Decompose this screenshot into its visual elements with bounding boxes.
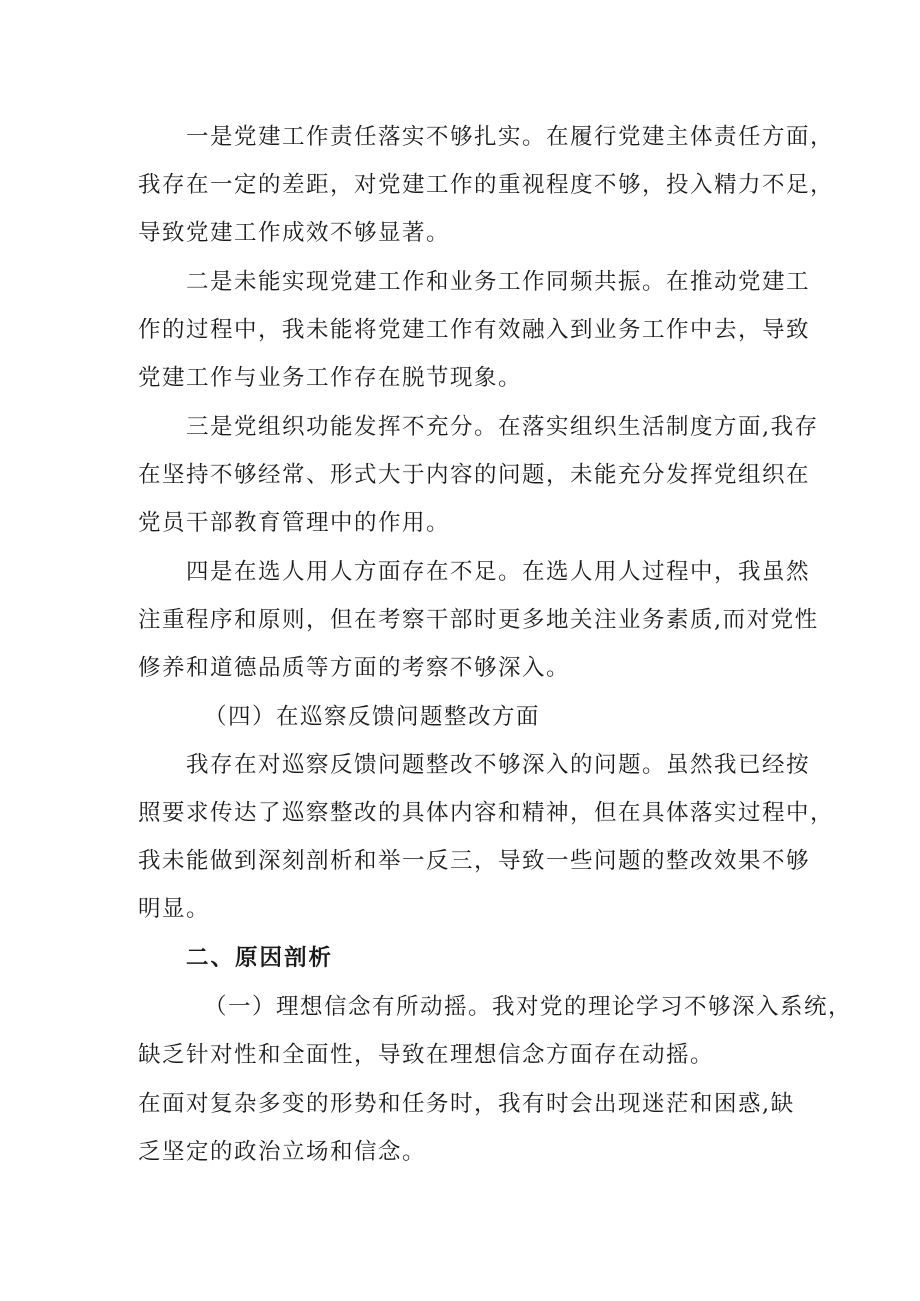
paragraph-5-line-4: 明显。 [138, 896, 211, 922]
paragraph-2-line-2: 作的过程中，我未能将党建工作有效融入到业务工作中去，导致 [138, 317, 811, 343]
paragraph-1-line-2: 我存在一定的差距，对党建工作的重视程度不够，投入精力不足， [138, 172, 835, 198]
paragraph-2-line-1: 二是未能实现党建工作和业务工作同频共振。在推动党建工 [186, 269, 811, 295]
paragraph-6-line-2: 缺乏针对性和全面性，导致在理想信念方面存在动摇。 [138, 1042, 715, 1068]
paragraph-6-line-3: 在面对复杂多变的形势和任务时，我有时会出现迷茫和困惑,缺 [138, 1091, 795, 1117]
paragraph-6-line-4: 乏坚定的政治立场和信念。 [138, 1139, 427, 1165]
paragraph-1-line-3: 导致党建工作成效不够显著。 [138, 220, 451, 246]
paragraph-3-line-1: 三是党组织功能发挥不充分。在落实组织生活制度方面,我存 [186, 414, 819, 440]
paragraph-4-line-1: 四是在选人用人方面存在不足。在选人用人过程中，我虽然 [186, 559, 811, 585]
paragraph-5-line-2: 照要求传达了巡察整改的具体内容和精神，但在具体落实过程中， [138, 800, 835, 826]
paragraph-4-line-2: 注重程序和原则，但在考察干部时更多地关注业务素质,而对党性 [138, 607, 819, 633]
subheading-inspection-rectification: （四）在巡察反馈问题整改方面 [204, 704, 541, 730]
paragraph-2-line-3: 党建工作与业务工作存在脱节现象。 [138, 365, 523, 391]
paragraph-3-line-2: 在坚持不够经常、形式大于内容的问题，未能充分发挥党组织在 [138, 462, 811, 488]
paragraph-4-line-3: 修养和道德品质等方面的考察不够深入。 [138, 655, 571, 681]
paragraph-1-line-1: 一是党建工作责任落实不够扎实。在履行党建主体责任方面， [186, 124, 835, 150]
paragraph-6-line-1: （一）理想信念有所动摇。我对党的理论学习不够深入系统， [204, 994, 853, 1020]
paragraph-5-line-3: 我未能做到深刻剖析和举一反三，导致一些问题的整改效果不够 [138, 848, 811, 874]
paragraph-5-line-1: 我存在对巡察反馈问题整改不够深入的问题。虽然我已经按 [186, 752, 811, 778]
paragraph-3-line-3: 党员干部教育管理中的作用。 [138, 510, 451, 536]
section-heading-cause-analysis: 二、原因剖析 [186, 945, 334, 971]
